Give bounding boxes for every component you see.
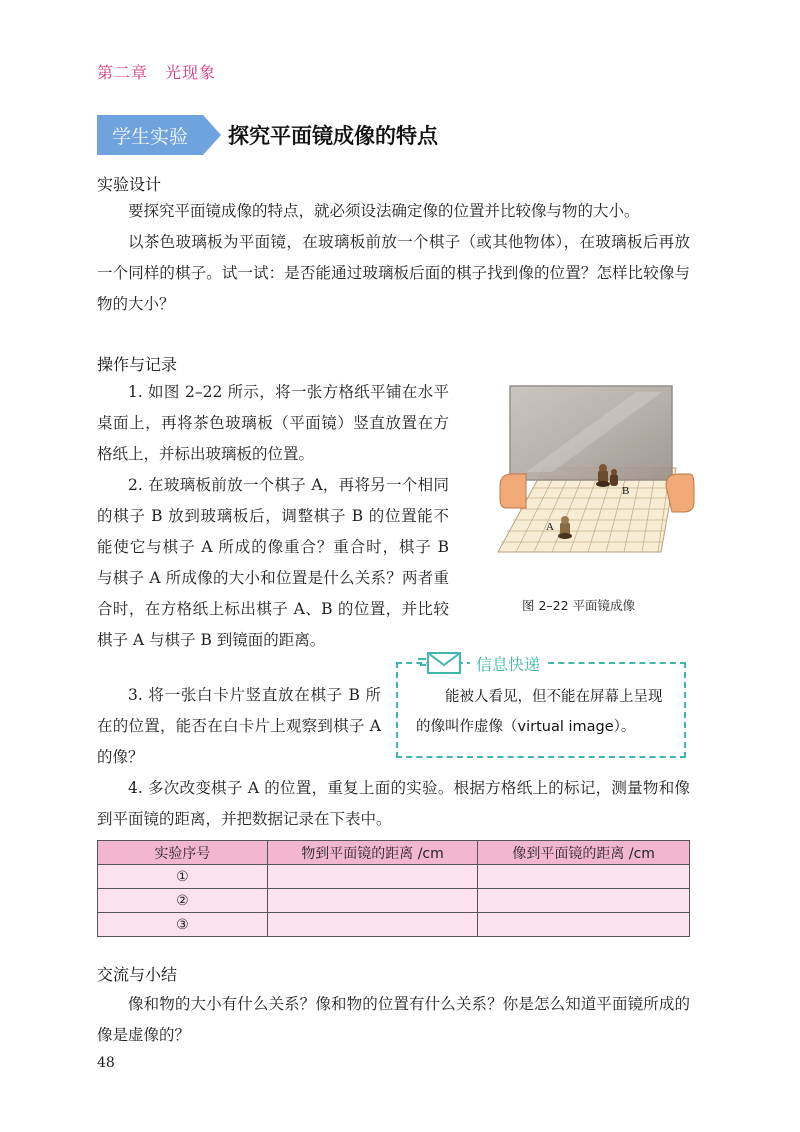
table-header: 物到平面镜的距离 /cm (267, 841, 478, 865)
table-cell (478, 913, 690, 937)
table-cell (478, 889, 690, 913)
procedure-heading: 操作与记录 (97, 355, 178, 374)
table-cell (267, 913, 478, 937)
table-cell: ② (98, 889, 268, 913)
design-paragraph-1: 要探究平面镜成像的特点，就必须设法确定像的位置并比较像与物的大小。 (128, 202, 640, 220)
table-header-row (98, 841, 690, 865)
table-cell (478, 865, 690, 889)
table-header: 像到平面镜的距离 /cm (478, 841, 690, 865)
left-stand (500, 474, 526, 508)
table-row (98, 913, 690, 937)
figure-caption: 图 2–22 平面镜成像 (522, 598, 636, 613)
plane-mirror-figure (486, 382, 696, 592)
table-cell: ① (98, 865, 268, 889)
table-row (98, 865, 690, 889)
table-cell (267, 865, 478, 889)
summary-paragraph: 像和物的大小有什么关系？像和物的位置有什么关系？你是怎么知道平面镜所成的像是虚像的？ (97, 995, 690, 1044)
procedure-step-2: 2. 在玻璃板前放一个棋子 A，再将另一个相同的棋子 B 放到玻璃板后，调整棋子 B 的位置能不能使它与棋子 A 所成的像重合？重合时，棋子 B 与棋子 A 所成像的大小和位置是什么关系？两者重合时，在方格纸上标出棋子 A、B 的位置，并比较棋子 A 与棋子 B 到镜面的距离。 (97, 476, 449, 649)
summary-heading: 交流与小结 (97, 965, 178, 984)
design-heading: 实验设计 (97, 175, 162, 194)
design-paragraph-2: 以茶色玻璃板为平面镜，在玻璃板前放一个棋子（或其他物体），在玻璃板后再放一个同样的棋子。试一试：是否能通过玻璃板后面的棋子找到像的位置？怎样比较像与物的大小？ (97, 233, 690, 313)
procedure-step-1: 1. 如图 2–22 所示，将一张方格纸平铺在水平桌面上，再将茶色玻璃板（平面镜）竖直放置在方格纸上，并标出玻璃板的位置。 (97, 383, 449, 463)
procedure-step-4: 4. 多次改变棋子 A 的位置，重复上面的实验。根据方格纸上的标记，测量物和像到平面镜的距离，并把数据记录在下表中。 (97, 779, 690, 828)
section-tag: 学生实验 (97, 115, 203, 155)
right-stand (666, 474, 694, 512)
tag-arrow-icon (203, 115, 221, 155)
info-title: 信息快递 (470, 652, 546, 675)
table-cell: ③ (98, 913, 268, 937)
info-text: 能被人看见，但不能在屏幕上呈现的像叫作虚像（virtual image）。 (416, 689, 663, 735)
chapter-title: 第二章 光现象 (97, 63, 217, 82)
section-title: 探究平面镜成像的特点 (228, 124, 438, 148)
label-b: B (622, 485, 630, 497)
label-a: A (546, 521, 554, 533)
table-cell (267, 889, 478, 913)
table-row (98, 889, 690, 913)
table-header: 实验序号 (98, 841, 268, 865)
page-number: 48 (97, 1055, 115, 1071)
data-table (97, 840, 690, 937)
envelope-icon (418, 650, 462, 676)
procedure-step-3: 3. 将一张白卡片竖直放在棋子 B 所在的位置，能否在白卡片上观察到棋子 A 的像？ (97, 686, 381, 766)
